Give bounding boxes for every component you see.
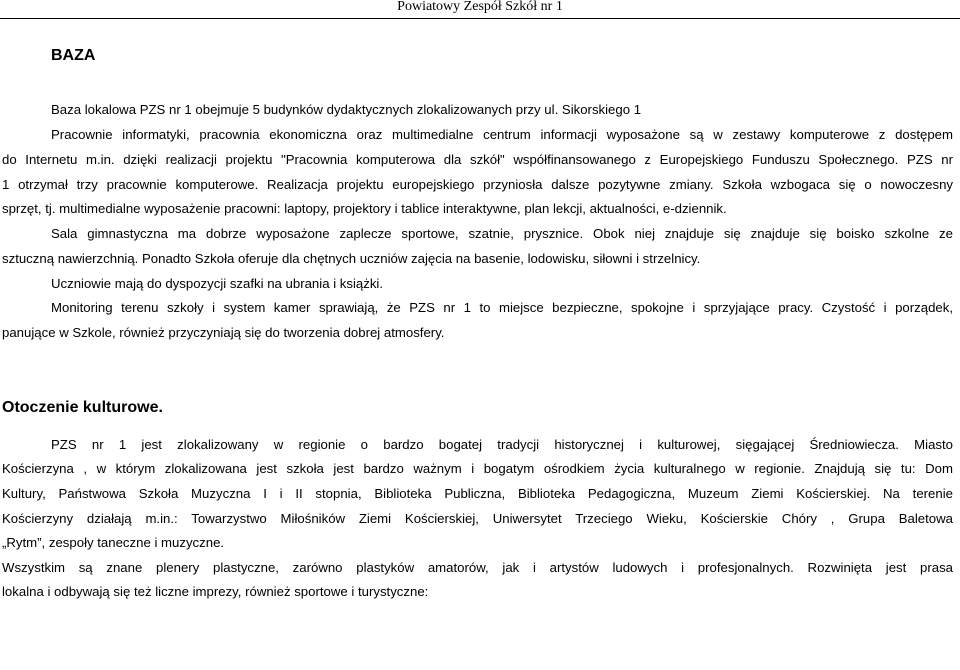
paragraph-line: Baza lokalowa PZS nr 1 obejmuje 5 budynków dydaktycznych zlokalizowanych przy ul. Sikorskiego 1 (51, 102, 642, 117)
running-header: Powiatowy Zespół Szkół nr 1 (397, 0, 563, 14)
paragraph-line: do Internetu m.in. dzięki realizacji projektu "Pracownia komputerowa dla szkół" współfinansowanego z Europejskiego Funduszu Społecznego. PZS nr (2, 152, 953, 167)
paragraph-line: Kościerzyny działają m.in.: Towarzystwo Miłośników Ziemi Kościerskiej, Uniwersytet Trzeciego Wieku, Kościerskie Chóry , Grupa Baletowa (2, 511, 953, 526)
paragraph-line: PZS nr 1 jest zlokalizowany w regionie o bardzo bogatej tradycji historycznej i kulturowej, sięgającej Średniowiecza. Miasto (51, 437, 953, 452)
paragraph-line: lokalna i odbywają się też liczne imprezy, również sportowe i turystyczne: (2, 584, 429, 599)
paragraph-line: 1 otrzymał trzy pracownie komputerowe. Realizacja projektu europejskiego przyniosła dalsze pozytywne zmiany. Szkoła wzbogaca się o nowoczesny (2, 177, 953, 192)
paragraph-line: Sala gimnastyczna ma dobrze wyposażone zaplecze sportowe, szatnie, prysznice. Obok niej znajduje się znajduje się boisko szkolne ze (51, 226, 953, 241)
paragraph-line: Uczniowie mają do dyspozycji szafki na ubrania i książki. (51, 276, 384, 291)
paragraph-line: panujące w Szkole, również przyczyniają się do tworzenia dobrej atmosfery. (2, 325, 445, 340)
paragraph-line: „Rytm”, zespoły taneczne i muzyczne. (2, 535, 225, 550)
section-heading-otoczenie: Otoczenie kulturowe. (2, 399, 163, 416)
paragraph-line: Kościerzyna , w którym zlokalizowana jest szkoła jest bardzo ważnym i bogatym ośrodkiem życia kulturalnego w regionie. Znajdują się tu: Dom (2, 461, 953, 476)
paragraph-line: sprzęt, tj. multimedialne wyposażenie pracowni: laptopy, projektory i tablice interaktywne, plan lekcji, aktualności, e-dziennik. (2, 201, 727, 216)
section-heading-baza: BAZA (51, 47, 96, 64)
paragraph-line: Pracownie informatyki, pracownia ekonomiczna oraz multimedialne centrum informacji wyposażone są w zestawy komputerowe z dostępem (51, 127, 953, 142)
header-divider (0, 18, 960, 19)
paragraph-line: Wszystkim są znane plenery plastyczne, zarówno plastyków amatorów, jak i artystów ludowych i profesjonalnych. Rozwinięta jest prasa (2, 560, 953, 575)
paragraph-line: Monitoring terenu szkoły i system kamer sprawiają, że PZS nr 1 to miejsce bezpieczne, spokojne i sprzyjające pracy. Czystość i porządek, (51, 300, 953, 315)
paragraph-line: Kultury, Państwowa Szkoła Muzyczna I i II stopnia, Biblioteka Publiczna, Biblioteka Pedagogiczna, Muzeum Ziemi Kościerskiej. Na terenie (2, 486, 953, 501)
paragraph-line: sztuczną nawierzchnią. Ponadto Szkoła oferuje dla chętnych uczniów zajęcia na basenie, lodowisku, siłowni i strzelnicy. (2, 251, 701, 266)
